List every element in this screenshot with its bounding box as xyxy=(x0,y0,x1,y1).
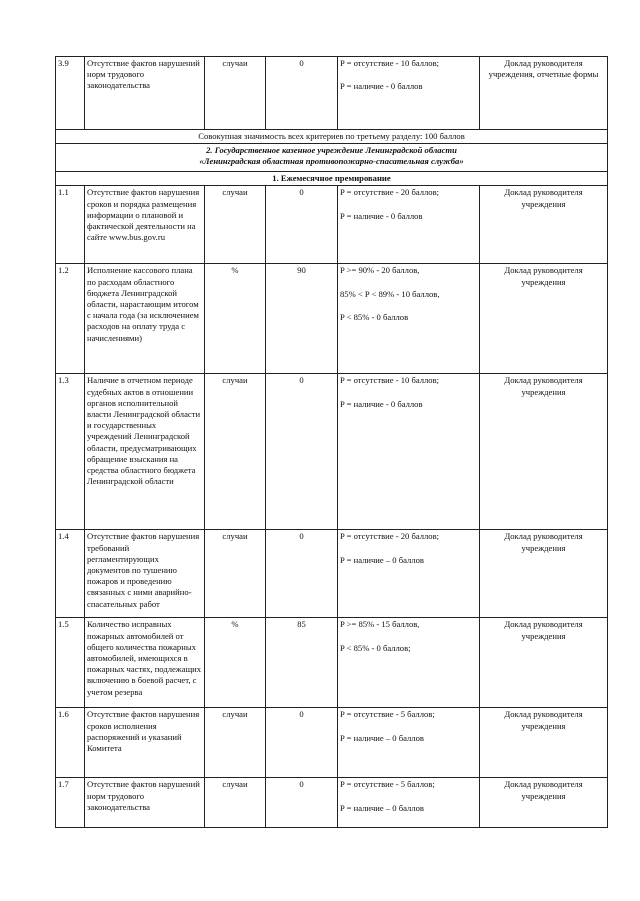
criterion-name: Отсутствие фактов нарушения требований регламентирующих документов по тушению пожаров и проведению связанных с ними аварийно-спасательных работ xyxy=(85,530,205,618)
row-number: 3.9 xyxy=(56,57,85,130)
section-total: Совокупная значимость всех критериев по третьему разделу: 100 баллов xyxy=(56,130,608,144)
row-number: 1.3 xyxy=(56,374,85,530)
unit-cell: случаи xyxy=(205,778,266,828)
norm-cell: 85 xyxy=(266,618,338,708)
criterion-name: Исполнение кассового плана по расходам областного бюджета Ленинградской области, нарастающим итогом с начала года (за исключением расходов на оплату труда с начислениями) xyxy=(85,264,205,374)
source-cell: Доклад руководителя учреждения xyxy=(480,264,608,374)
criterion-name: Отсутствие фактов нарушения сроков исполнения распоряжений и указаний Комитета xyxy=(85,708,205,778)
scores-cell xyxy=(338,264,480,374)
scores-cell xyxy=(338,186,480,264)
scores-cell xyxy=(338,530,480,618)
scores-cell xyxy=(338,57,480,130)
unit-cell: случаи xyxy=(205,708,266,778)
norm-cell: 0 xyxy=(266,708,338,778)
unit-cell: % xyxy=(205,618,266,708)
criterion-name: Отсутствие фактов нарушения сроков и порядка размещения информации о плановой и фактической деятельности на сайте www.bus.gov.ru xyxy=(85,186,205,264)
score-line: P = наличие – 0 баллов xyxy=(340,732,424,743)
norm-cell: 0 xyxy=(266,778,338,828)
norm-cell: 90 xyxy=(266,264,338,374)
table-row xyxy=(56,618,608,708)
source-cell: Доклад руководителя учреждения, отчетные формы xyxy=(480,57,608,130)
score-line: 85% < P < 89% - 10 баллов, xyxy=(340,288,440,299)
table-row xyxy=(56,172,608,186)
score-line: P < 85% - 0 баллов xyxy=(340,311,409,322)
unit-cell: % xyxy=(205,264,266,374)
criterion-name: Количество исправных пожарных автомобилей от общего количества пожарных автомобилей, имеющихся в пожарных частях, подлежащих включению в боевой расчет, с учетом резерва xyxy=(85,618,205,708)
criterion-name: Отсутствие фактов нарушений норм трудового законодательства xyxy=(85,778,205,828)
unit-cell: случаи xyxy=(205,374,266,530)
scores-cell xyxy=(338,778,480,828)
scores-cell xyxy=(338,708,480,778)
score-line: P = наличие – 0 баллов xyxy=(340,554,424,565)
source-cell: Доклад руководителя учреждения xyxy=(480,530,608,618)
table-row xyxy=(56,530,608,618)
row-number: 1.2 xyxy=(56,264,85,374)
score-line: P = наличие - 0 баллов xyxy=(340,81,423,92)
table-row xyxy=(56,186,608,264)
organization-title-line: «Ленинградская областная противопожарно-спасательная служба» xyxy=(199,156,464,167)
score-line: P = отсутствие - 10 баллов; xyxy=(340,58,440,68)
score-line: P = отсутствие - 5 баллов; xyxy=(340,709,435,720)
norm-cell: 0 xyxy=(266,186,338,264)
table-row xyxy=(56,708,608,778)
scores-cell xyxy=(338,618,480,708)
row-number: 1.6 xyxy=(56,708,85,778)
norm-cell: 0 xyxy=(266,374,338,530)
source-cell: Доклад руководителя учреждения xyxy=(480,186,608,264)
unit-cell: случаи xyxy=(205,530,266,618)
table-row xyxy=(56,130,608,144)
row-number: 1.1 xyxy=(56,186,85,264)
table-row xyxy=(56,778,608,828)
row-number: 1.4 xyxy=(56,530,85,618)
source-cell: Доклад руководителя учреждения xyxy=(480,778,608,828)
row-number: 1.5 xyxy=(56,618,85,708)
score-line: P = наличие - 0 баллов xyxy=(340,398,423,409)
scores-cell xyxy=(338,374,480,530)
table-row xyxy=(56,57,608,130)
table-row xyxy=(56,374,608,530)
score-line: P < 85% - 0 баллов; xyxy=(340,642,411,653)
score-line: P >= 85% - 15 баллов, xyxy=(340,619,420,630)
score-line: P = отсутствие - 10 баллов; xyxy=(340,375,440,386)
score-line: P = отсутствие - 5 баллов; xyxy=(340,779,435,790)
criteria-table xyxy=(55,56,608,828)
section-heading: 1. Ежемесячное премирование xyxy=(56,172,608,186)
unit-cell: случаи xyxy=(205,57,266,130)
unit-cell: случаи xyxy=(205,186,266,264)
source-cell: Доклад руководителя учреждения xyxy=(480,708,608,778)
norm-cell: 0 xyxy=(266,57,338,130)
source-cell: Доклад руководителя учреждения xyxy=(480,374,608,530)
row-number: 1.7 xyxy=(56,778,85,828)
criterion-name: Наличие в отчетном периоде судебных актов в отношении органов исполнительной власти Ленинградской области и государственных учреждений Ленинградской области, предусматривающих обращение взыскания на средства областного бюджета Ленинградской области xyxy=(85,374,205,530)
source-cell: Доклад руководителя учреждения xyxy=(480,618,608,708)
table-row xyxy=(56,144,608,172)
organization-title-line: 2. Государственное казенное учреждение Ленинградской области xyxy=(206,145,457,156)
organization-title xyxy=(56,144,608,172)
criterion-name: Отсутствие фактов нарушений норм трудового законодательства xyxy=(85,57,205,130)
score-line: P = наличие - 0 баллов xyxy=(340,210,423,221)
table-row xyxy=(56,264,608,374)
score-line: P = отсутствие - 20 баллов; xyxy=(340,531,440,542)
score-line: P = наличие – 0 баллов xyxy=(340,802,424,813)
norm-cell: 0 xyxy=(266,530,338,618)
score-line: P >= 90% - 20 баллов, xyxy=(340,265,420,276)
score-line: P = отсутствие - 20 баллов; xyxy=(340,187,440,198)
